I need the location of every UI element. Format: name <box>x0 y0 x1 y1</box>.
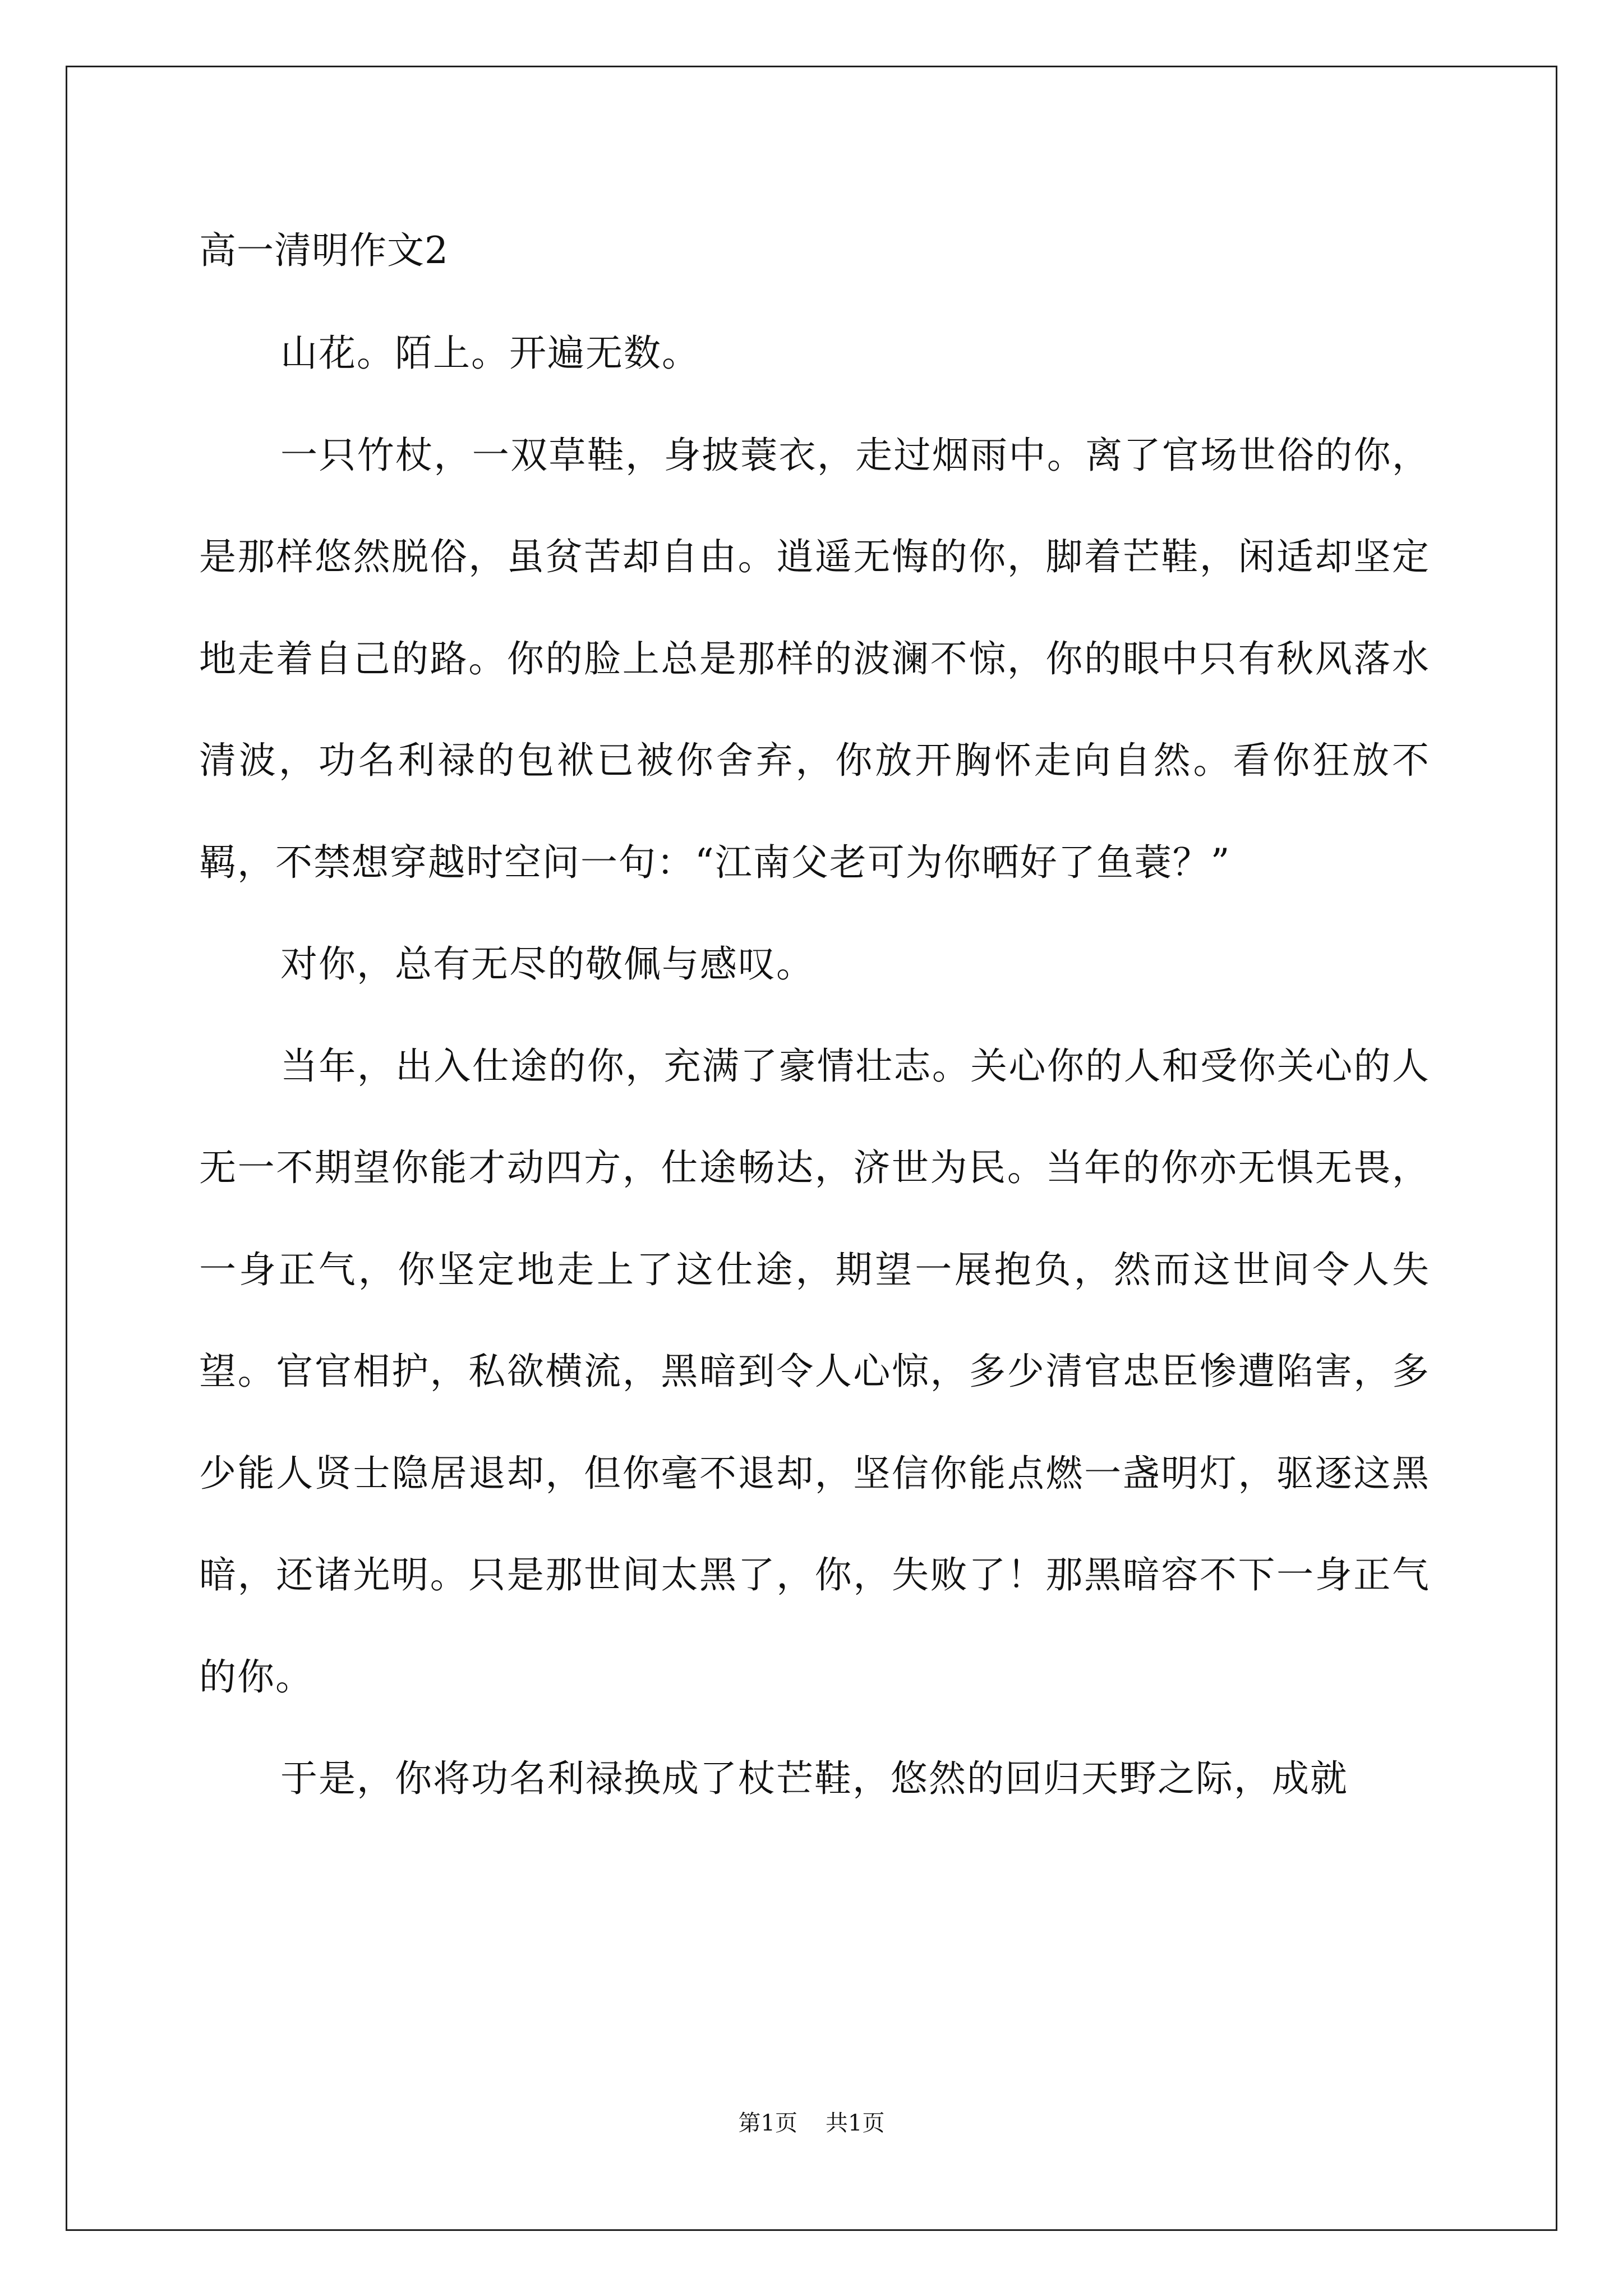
paragraph-3: 对你，总有无尽的敬佩与感叹。 <box>280 942 814 986</box>
paragraph-2: 一只竹杖，一双草鞋，身披蓑衣，走过烟雨中。离了官场世俗的你，是那样悠然脱俗，虽贫苦却自由。逍遥无悔的你，脚着芒鞋，闲适却坚定地走着自己的路。你的脸上总是那样的波澜不惊，你的眼中只有秋风落水清波，功名利禄的包袱已被你舍弃，你放开胸怀走向自然。看你狂放不羁，不禁想穿越时空问一句：“江南父老可为你晒好了鱼蓑？” <box>199 433 1430 884</box>
paragraph-1: 山花。陌上。开遍无数。 <box>280 332 700 375</box>
page-number: 第1页 <box>738 2110 797 2136</box>
paragraph-5: 于是，你将功名利禄换成了杖芒鞋，悠然的回归天野之际，成就 <box>280 1757 1348 1800</box>
page-total: 共1页 <box>826 2110 885 2136</box>
document-body <box>199 216 1430 1830</box>
page-footer <box>0 2109 1623 2137</box>
title-spacer <box>199 286 1430 302</box>
paragraph-4: 当年，出入仕途的你，充满了豪情壮志。关心你的人和受你关心的人无一不期望你能才动四方，仕途畅达，济世为民。当年的你亦无惧无畏，一身正气，你坚定地走上了这仕途，期望一展抱负，然而这世间令人失望。官官相护，私欲横流，黑暗到令人心惊，多少清官忠臣惨遭陷害，多少能人贤士隐居退却，但你毫不退却，坚信你能点燃一盏明灯，驱逐这黑暗，还诸光明。只是那世间太黑了，你，失败了！那黑暗容不下一身正气的你。 <box>199 1044 1430 1699</box>
document-title: 高一清明作文2 <box>199 229 449 272</box>
